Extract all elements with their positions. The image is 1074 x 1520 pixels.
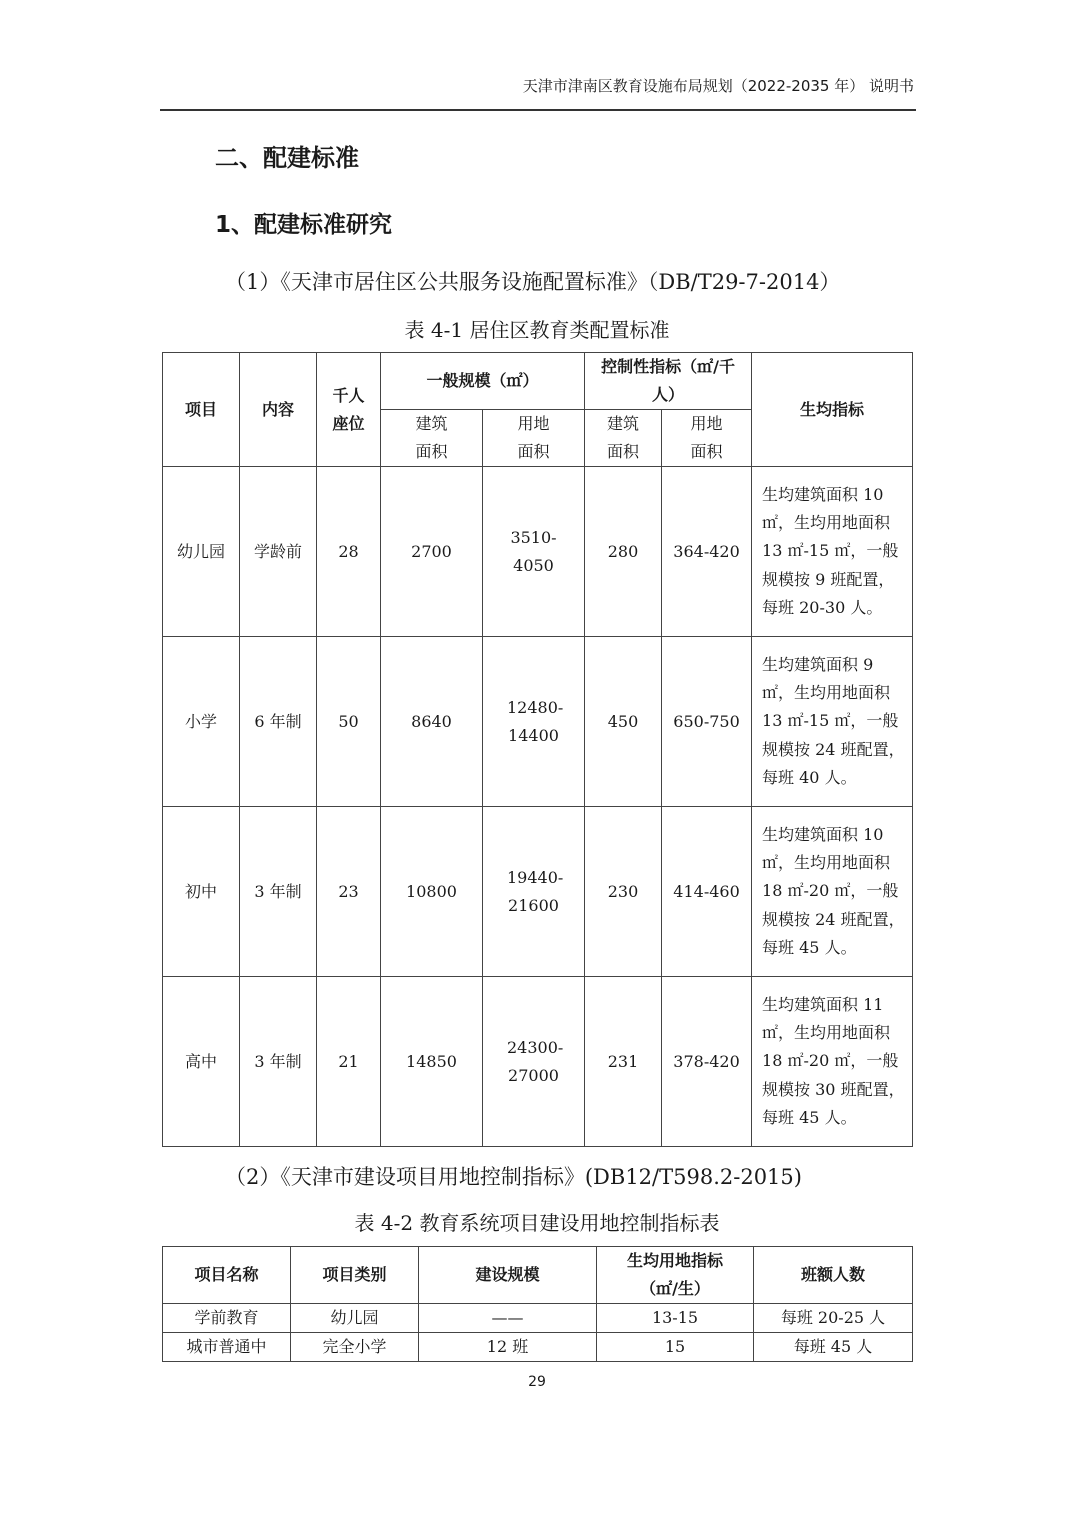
section-title: 二、配建标准 <box>215 144 359 172</box>
table-row <box>163 977 913 1147</box>
cell-general-land: 24300-27000 <box>483 977 585 1147</box>
education-config-table <box>162 352 913 1147</box>
cell-seats: 23 <box>317 807 381 977</box>
cell-control-building: 280 <box>585 467 662 637</box>
cell-construction-scale: —— <box>419 1304 597 1333</box>
cell-content: 3 年制 <box>240 977 317 1147</box>
header-land-area: 用地面积 <box>483 410 585 467</box>
header-general-scale: 一般规模（㎡） <box>381 353 585 410</box>
cell-general-building: 10800 <box>381 807 483 977</box>
header-building-area: 建筑面积 <box>381 410 483 467</box>
cell-land-index: 15 <box>597 1333 754 1362</box>
page-number: 29 <box>528 1374 546 1390</box>
header-content: 内容 <box>240 353 317 467</box>
cell-project-name: 学前教育 <box>163 1304 291 1333</box>
subsection-title: 1、配建标准研究 <box>215 212 393 238</box>
header-land-area-2: 用地面积 <box>662 410 752 467</box>
cell-class-size: 每班 20-25 人 <box>754 1304 913 1333</box>
standard-2-title: （2）《天津市建设项目用地控制指标》(DB12/T598.2-2015) <box>225 1165 802 1189</box>
header-project-name: 项目名称 <box>163 1247 291 1304</box>
standard-1-title: （1）《天津市居住区公共服务设施配置标准》（DB/T29-7-2014） <box>225 270 841 294</box>
table-row <box>163 467 913 637</box>
land-control-index-table <box>162 1246 913 1362</box>
cell-control-building: 230 <box>585 807 662 977</box>
cell-project-category: 幼儿园 <box>291 1304 419 1333</box>
cell-class-size: 每班 45 人 <box>754 1333 913 1362</box>
cell-general-land: 3510-4050 <box>483 467 585 637</box>
cell-per-student-note: 生均建筑面积 11 ㎡，生均用地面积 18 ㎡-20 ㎡，一般规模按 30 班配置，每班 45 人。 <box>752 977 913 1147</box>
cell-control-land: 650-750 <box>662 637 752 807</box>
header-item: 项目 <box>163 353 240 467</box>
header-project-category: 项目类别 <box>291 1247 419 1304</box>
table-row <box>163 1304 913 1333</box>
cell-general-land: 19440-21600 <box>483 807 585 977</box>
header-rule <box>160 109 916 111</box>
cell-seats: 50 <box>317 637 381 807</box>
header-class-size: 班额人数 <box>754 1247 913 1304</box>
header-building-area-2: 建筑面积 <box>585 410 662 467</box>
table-row <box>163 807 913 977</box>
cell-item: 初中 <box>163 807 240 977</box>
cell-general-building: 2700 <box>381 467 483 637</box>
header-construction-scale: 建设规模 <box>419 1247 597 1304</box>
cell-construction-scale: 12 班 <box>419 1333 597 1362</box>
cell-item: 幼儿园 <box>163 467 240 637</box>
cell-land-index: 13-15 <box>597 1304 754 1333</box>
cell-project-category: 完全小学 <box>291 1333 419 1362</box>
cell-seats: 21 <box>317 977 381 1147</box>
cell-general-building: 8640 <box>381 637 483 807</box>
cell-control-land: 414-460 <box>662 807 752 977</box>
cell-control-building: 450 <box>585 637 662 807</box>
cell-per-student-note: 生均建筑面积 10 ㎡，生均用地面积 18 ㎡-20 ㎡，一般规模按 24 班配置，每班 45 人。 <box>752 807 913 977</box>
header-per-student: 生均指标 <box>752 353 913 467</box>
cell-general-building: 14850 <box>381 977 483 1147</box>
header-land-index: 生均用地指标（㎡/生） <box>597 1247 754 1304</box>
running-header: 天津市津南区教育设施布局规划（2022-2035 年） 说明书 <box>522 77 914 95</box>
header-seats: 千人座位 <box>317 353 381 467</box>
cell-general-land: 12480-14400 <box>483 637 585 807</box>
table-row <box>163 637 913 807</box>
header-control-index: 控制性指标（㎡/千人） <box>585 353 752 410</box>
cell-project-name: 城市普通中 <box>163 1333 291 1362</box>
cell-control-land: 378-420 <box>662 977 752 1147</box>
table-2-caption: 表 4-2 教育系统项目建设用地控制指标表 <box>354 1211 720 1235</box>
table-1-caption: 表 4-1 居住区教育类配置标准 <box>404 318 670 342</box>
cell-content: 6 年制 <box>240 637 317 807</box>
cell-content: 3 年制 <box>240 807 317 977</box>
cell-content: 学龄前 <box>240 467 317 637</box>
cell-control-land: 364-420 <box>662 467 752 637</box>
cell-item: 高中 <box>163 977 240 1147</box>
cell-per-student-note: 生均建筑面积 10 ㎡，生均用地面积 13 ㎡-15 ㎡，一般规模按 9 班配置，每班 20-30 人。 <box>752 467 913 637</box>
cell-item: 小学 <box>163 637 240 807</box>
cell-per-student-note: 生均建筑面积 9 ㎡，生均用地面积 13 ㎡-15 ㎡，一般规模按 24 班配置，每班 40 人。 <box>752 637 913 807</box>
table-row <box>163 1333 913 1362</box>
cell-control-building: 231 <box>585 977 662 1147</box>
cell-seats: 28 <box>317 467 381 637</box>
